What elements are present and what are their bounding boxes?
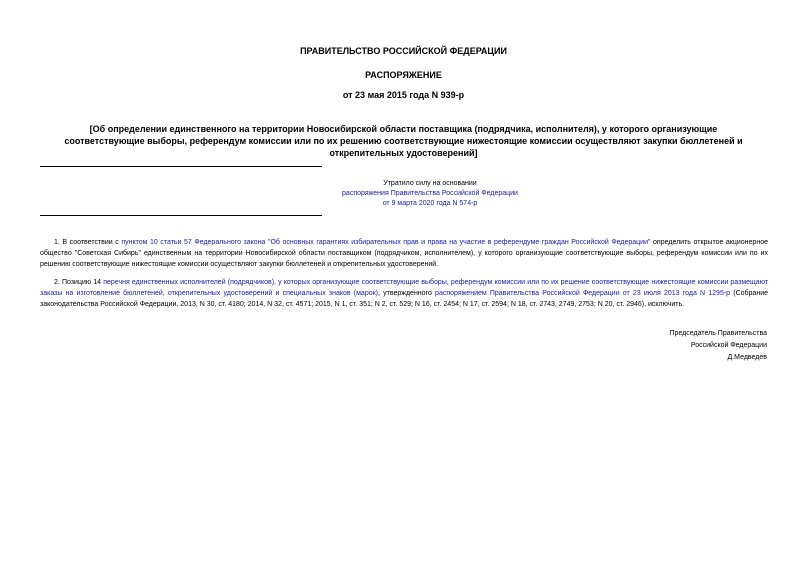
paragraph-2-text-a: 2. Позицию 14 [54, 279, 104, 286]
signature-block [670, 328, 767, 364]
status-note-line: Утратило силу на основании [383, 180, 477, 187]
paragraph-2-text-b: , утвержденного [378, 290, 436, 297]
paragraph-1-text-b: определить открытое акционерное общество "Советская Сибирь" единственным на территории Новосибирской области поставщиком (подрядчиком, исполнителем), у которого организующие соответствующие выборы, референдум комиссии или по их решению соответствующие нижестоящие комиссии осуществляют закупки бюллетеней и открепительных удостоверений. [40, 239, 768, 268]
repeal-link-line2[interactable]: от 9 марта 2020 года N 574-р [382, 200, 478, 207]
paragraph-2 [40, 277, 768, 310]
document-date-number: от 23 мая 2015 года N 939-р [342, 90, 465, 100]
government-order-link[interactable]: распоряжением Правительства Российской Федерации от 23 июля 2013 года N 1295-р [435, 290, 731, 297]
performers-list-link[interactable]: перечня единственных исполнителей (подрядчиков), у которых организующие соответствующие выборы, референдум комиссии или по их решение соответствующие нижестоящие комиссии размещают заказы на изготовление бюллетеней, открепительных удостоверений и специальных знаков (марок) [40, 279, 768, 297]
paragraph-1-text-a: 1. В соответствии с [54, 239, 122, 246]
status-note [330, 179, 530, 209]
signatory-position-line2: Российской Федерации [690, 342, 767, 349]
repeal-link-line1[interactable]: распоряжения Правительства Российской Федерации [342, 190, 518, 197]
document-title: [Об определении единственного на территории Новосибирской области поставщика (подрядчика, исполнителя), у которого организующие соответствующие выборы, референдум комиссии или по их решению соответствующие нижестоящие комиссии осуществляют закупки бюллетеней и открепительных удостоверений] [64, 124, 743, 158]
document-type: РАСПОРЯЖЕНИЕ [365, 70, 442, 80]
divider-bottom [40, 215, 322, 216]
paragraph-2-text-c: (Собрание законодательства Российской Федерации, 2013, N 30, ст. 4180; 2014, N 32, ст. 4571; 2015, N 1, ст. 351; N 2, ст. 529; N 16, ст. 2454; N 17, ст. 2594; N 18, ст. 2743, 2749, 2753; N 20, ст. 2946), исключить. [40, 290, 768, 308]
federal-law-link[interactable]: пунктом 10 статьи 57 Федерального закона "Об основных гарантиях избирательных прав и права на участие в референдуме граждан Российской Федерации" [121, 239, 651, 246]
signatory-name: Д.Медведев [727, 354, 767, 361]
government-heading: ПРАВИТЕЛЬСТВО РОССИЙСКОЙ ФЕДЕРАЦИИ [300, 46, 507, 56]
divider-top [40, 166, 322, 167]
paragraph-1 [40, 237, 768, 270]
signatory-position-line1: Председатель Правительства [669, 330, 767, 337]
